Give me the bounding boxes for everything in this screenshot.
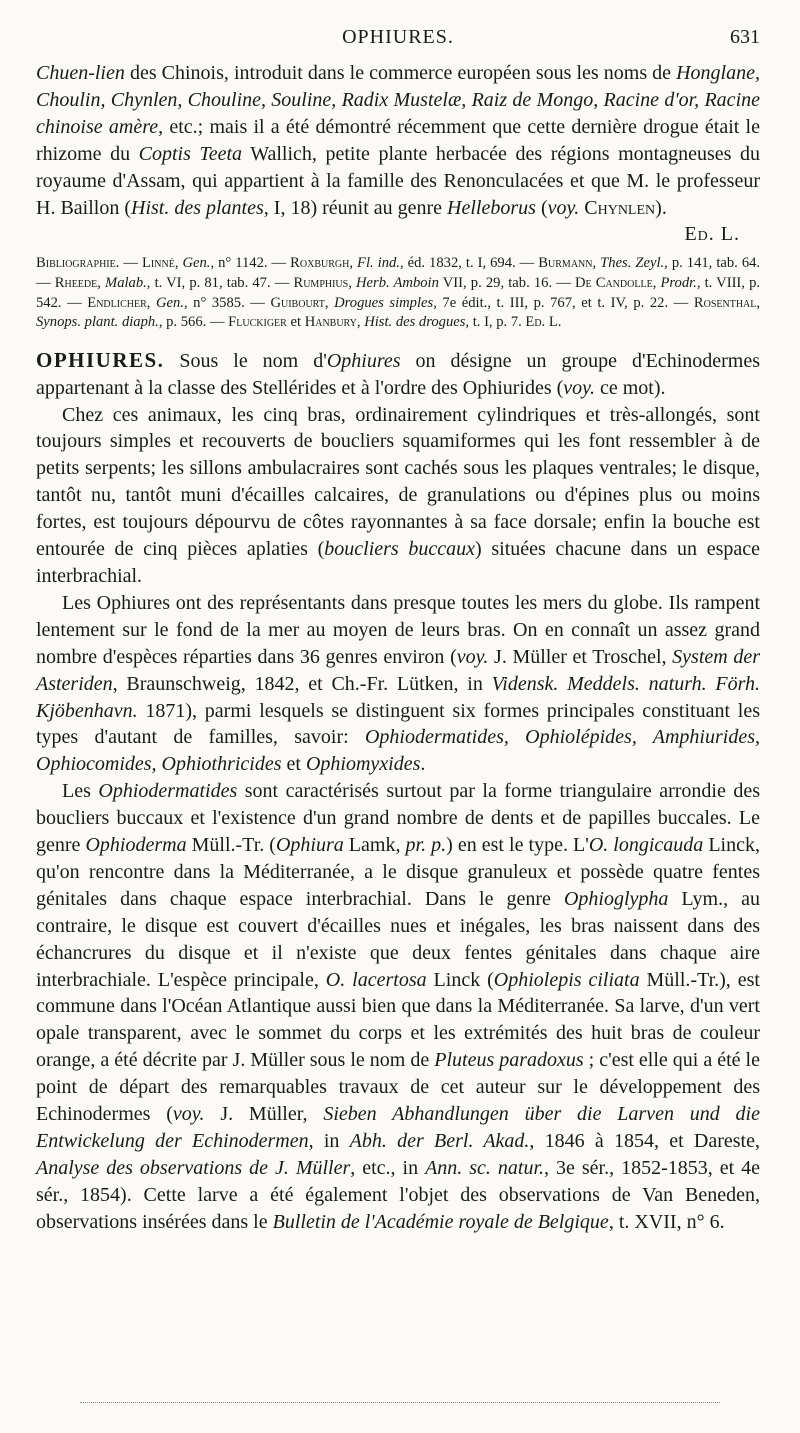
bottom-dotted-rule [80,1402,720,1403]
small-caps-text: Rumphius [293,274,349,291]
italic-text: Ophiodermatides [98,780,238,803]
italic-text: Ophiolepis ciliata [493,968,640,991]
italic-text: Drogues simples [334,294,434,311]
italic-text: pr. p. [405,834,447,857]
italic-text: Helleborus [447,196,536,219]
italic-text: voy. [456,645,489,668]
italic-text: Coptis Teeta [138,142,243,165]
running-title: OPHIURES. [342,26,454,48]
small-caps-text: Bibliographie. [36,255,120,272]
italic-text: Ophioderma [85,834,187,857]
ophiures-paragraph-1: OPHIURES. Sous le nom d'Ophiures on désigne un groupe d'Echinodermes appartenant à la classe des Stellérides et à l'ordre des Ophiurides (voy. ce mot). [36,347,760,399]
headword: OPHIURES. [36,347,165,372]
italic-text: Ophioglypha [563,887,669,910]
small-caps-text: Guibourt [270,294,325,311]
small-caps-text: Rheede [54,274,98,291]
italic-text: Pluteus paradoxus [434,1049,584,1072]
small-caps-text: Rosenthal [693,294,757,311]
small-caps-text: Ed. L. [525,314,562,331]
italic-text: Abh. der Berl. Akad. [349,1130,530,1152]
small-caps-text: Fluckiger [228,314,287,331]
italic-text: Hist. des drogues [364,314,466,331]
italic-text: Bulletin de l'Académie royale de Belgique [272,1210,609,1233]
italic-text: Fl. ind. [357,255,400,272]
small-caps-text: Chynlen [584,196,656,219]
small-caps-text: Roxburgh [290,255,350,272]
italic-text: boucliers buccaux [324,538,476,561]
article-body [36,60,760,1236]
italic-text: Sieben Abhandlungen über die Larven und die Entwickelung der Echinodermen [36,1103,760,1152]
running-head [36,26,760,60]
italic-text: Synops. plant. diaph. [36,314,159,331]
small-caps-text: Burmann [538,255,593,272]
intro-paragraph: Chuen-lien des Chinois, introduit dans le commerce européen sous les noms de Honglane, Choulin, Chynlen, Chouline, Souline, Radix Mustelæ, Raiz de Mongo, Racine d'or, Racine chinoise amère, etc.; mais il a été démontré récemment que cette dernière drogue était le rhizome du Coptis Teeta Wallich, petite plante herbacée des régions montagneuses du royaume d'Assam, qui appartient à la famille des Renonculacées et que M. le professeur H. Baillon (Hist. des plantes, I, 18) réunit au genre Helleborus (voy. Chynlen). [36,62,760,219]
ophiures-paragraph-2: Chez ces animaux, les cinq bras, ordinairement cylindriques et très-allongés, sont toujours simples et recouverts de boucliers squamiformes qui les font ressembler à de petits serpents; les sillons ambulacraires sont cachés sous les plaques ventrales; le disque, tantôt nu, tantôt muni d'écailles calcaires, de granulations ou d'épines plus ou moins fortes, est toujours dépourvu de côtes rayonnantes à sa face dorsale; enfin la bouche est entourée de cinq pièces aplaties (boucliers buccaux) situées chacune dans un espace interbrachial. [36,403,760,587]
italic-text: Ann. sc. natur. [425,1156,545,1179]
signature: Ed. L. [684,223,740,246]
italic-text: Ophiomyxides [305,753,421,776]
italic-text: voy. [563,376,595,399]
bibliography [36,254,760,332]
italic-text: Thes. Zeyl. [600,255,665,272]
italic-text: Ophiures [326,349,401,372]
italic-text: Malab. [105,274,147,291]
page-number: 631 [730,26,760,48]
ophiures-paragraph-4: Les Ophiodermatides sont caractérisés surtout par la forme triangulaire arrondie des boucliers buccaux et l'existence d'un grand nombre de dents et de papilles buccales. Le genre Ophioderma Müll.-Tr. (Ophiura Lamk, pr. p.) en est le type. L'O. longicauda Linck, qu'on rencontre dans la Méditerranée, a le disque granuleux et possède quatre fentes génitales dans chaque espace interbrachial. Dans le genre Ophioglypha Lym., au contraire, le disque est couvert d'écailles nues et inégales, les bras naissent dans des échancrures du disque et il n'existe que deux fentes génitales dans chaque aire interbrachiale. L'espèce principale, O. lacertosa Linck (Ophiolepis ciliata Müll.-Tr.), est commune dans l'Océan Atlantique aussi bien que dans la Méditerranée. Sa larve, d'un vert opale transparent, avec le sommet du corps et les extrémités des huit bras de couleur orange, a été décrite par J. Müller sous le nom de Pluteus paradoxus ; c'est elle qui a été le point de départ des remarquables travaux de cet auteur sur le développement des Echinodermes (voy. J. Müller, Sieben Abhandlungen über die Larven und die Entwickelung der Echinodermen, in Abh. der Berl. Akad., 1846 à 1854, et Dareste, Analyse des observations de J. Müller, etc., in Ann. sc. natur., 3e sér., 1852-1853, et 4e sér., 1854). Cette larve a été également l'objet des observations de Van Beneden, observations insérées dans le Bulletin de l'Académie royale de Belgique, t. XVII, n° 6. [36,780,761,1233]
italic-text: Analyse des observations de J. Müller [36,1156,351,1179]
italic-text: Vidensk. Meddels. naturh. Förh. Kjöbenhavn. [36,672,760,722]
italic-text: O. lacertosa [325,968,427,991]
small-caps-text: Linné [142,255,175,272]
italic-text: Ophiodermatides, Ophiolépides, Amphiurides, Ophiocomides, Ophiothricides [36,726,760,776]
italic-text: voy. [547,196,580,219]
italic-text: Gen. [182,255,211,272]
italic-text: Ophiura [275,834,344,857]
italic-text: O. longicauda [588,834,704,857]
ophiures-paragraph-3: Les Ophiures ont des représentants dans presque toutes les mers du globe. Ils rampent lentement sur le fond de la mer au moyen de leurs bras. On en connaît un assez grand nombre d'espèces réparties dans 36 genres environ (voy. J. Müller et Troschel, System der Asteriden, Braunschweig, 1842, et Ch.-Fr. Lütken, in Vidensk. Meddels. naturh. Förh. Kjöbenhavn. 1871), parmi lesquels se distinguent six formes principales constituant les types d'autant de familles, savoir: Ophiodermatides, Ophiolépides, Amphiurides, Ophiocomides, Ophiothricides et Ophiomyxides. [36,591,761,776]
italic-text: voy. [172,1103,205,1126]
small-caps-text: Endlicher [87,294,147,311]
small-caps-text: Hanbury [304,314,357,331]
italic-text: Gen. [155,294,184,311]
italic-text: System der Asteriden [36,645,761,695]
italic-text: Honglane, Choulin, Chynlen, Chouline, Souline, Radix Mustelæ, Raiz de Mongo, Racine d'or, Racine chinoise amère [36,62,760,138]
bibliography-text: Bibliographie. — Linné, Gen., n° 1142. — Roxburgh, Fl. ind., éd. 1832, t. I, 694. — Burmann, Thes. Zeyl., p. 141, tab. 64. — Rheede, Malab., t. VI, p. 81, tab. 47. — Rumphius, Herb. Amboin VII, p. 29, tab. 16. — De Candolle, Prodr., t. VIII, p. 542. — Endlicher, Gen., n° 3585. — Guibourt, Drogues simples, 7e édit., t. III, p. 767, et t. IV, p. 22. — Rosenthal, Synops. plant. diaph., p. 566. — Fluckiger et Hanbury, Hist. des drogues, t. I, p. 7. Ed. L. [36,255,761,331]
small-caps-text: De Candolle [574,274,653,291]
italic-text: Chuen-lien [36,62,125,84]
italic-text: Herb. Amboin [356,274,439,291]
italic-text: Prodr. [660,274,697,291]
italic-text: Hist. des plantes [131,196,264,219]
